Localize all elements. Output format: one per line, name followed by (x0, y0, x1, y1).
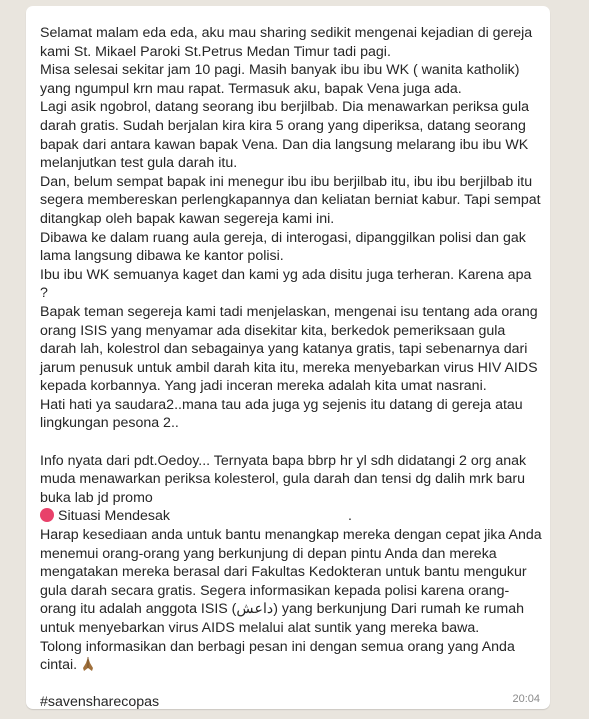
blank-line (40, 433, 542, 452)
situasi-label: Situasi Mendesak (58, 508, 170, 525)
folded-hands-icon (80, 656, 96, 672)
hashtag[interactable]: #savensharecopas (40, 694, 160, 711)
closing-paragraph (40, 638, 542, 675)
situasi-line (40, 507, 542, 526)
message-paragraph: Selamat malam eda eda, aku mau sharing sedikit mengenai kejadian di gereja kami St. Mikael Paroki St.Petrus Medan Timur tadi pagi. (40, 25, 533, 60)
red-circle-icon (40, 508, 54, 522)
message-paragraph: Misa selesai sekitar jam 10 pagi. Masih banyak ibu ibu WK ( wanita katholik) yang ngumpul krn mau rapat. Termasuk aku, bapak Vena juga ada. (40, 62, 520, 97)
situasi-dot: . (347, 508, 352, 525)
blank-line (40, 675, 542, 694)
info-paragraph: Info nyata dari pdt.Oedoy... Ternyata bapa bbrp hr yl sdh didatangi 2 org anak muda menawarkan periksa kolesterol, gula darah dan tensi dg dalih mrk baru buka lab jd promo (40, 452, 527, 506)
message-paragraph: Ibu ibu WK semuanya kaget dan kami yg ada disitu juga terheran. Karena apa ? (40, 266, 532, 302)
message-paragraph: Lagi asik ngobrol, datang seorang ibu berjilbab. Dia menawarkan periksa gula darah gratis. Sudah berjalan kira kira 5 orang yang diperiksa, datang seorang bapak dari antara kawan bapak Vena. Dan dia langsung melarang ibu ibu WK melanjutkan test gula darah itu. (40, 99, 529, 172)
message-paragraph: Dibawa ke dalam ruang aula gereja, di interogasi, dipanggilkan polisi dan gak lama langsung dibawa ke kantor polisi. (40, 229, 526, 265)
appeal-paragraph: Harap kesediaan anda untuk bantu menangkap mereka dengan cepat jika Anda menemui orang-orang yang berkunjung di depan pintu Anda dan mereka mengatakan mereka berasal dari Fakultas Kedokteran untuk bantu mengukur gula darah secara gratis. Segera informasikan kepada polisi karena orang-orang itu adalah anggota ISIS (داعش) yang berkunjung Dari rumah ke rumah untuk menyebarkan virus AIDS melalui alat suntik yang mereka bawa. (40, 527, 542, 636)
message-timestamp: 20:04 (512, 693, 540, 705)
message-text (40, 24, 542, 712)
message-paragraph: Hati hati ya saudara2..mana tau ada juga yg sejenis itu datang di gereja atau lingkungan pesona 2.. (40, 396, 523, 432)
message-bubble[interactable] (26, 6, 550, 709)
message-paragraph: Bapak teman segereja kami tadi menjelaskan, mengenai isu tentang ada orang orang ISIS yang menyamar ada disekitar kita, berkedok pemeriksaan gula darah lah, kolestrol dan sebagainya yang katanya gratis, tapi sebenarnya dari jarum penusuk untuk ambil darah kita itu, mereka menyebarkan virus HIV AIDS kepada korbannya. Yang jadi inceran mereka adalah kita umat nasrani. (40, 303, 538, 395)
message-paragraph: Dan, belum sempat bapak ini menegur ibu ibu berjilbab itu, ibu ibu berjilbab itu segera membereskan perlengkapannya dan keliatan berniat kabur. Tapi sempat ditangkap oleh bapak kawan segereja kami ini. (40, 173, 541, 227)
closing-text: Tolong informasikan dan berbagi pesan ini dengan semua orang yang Anda cintai. (40, 638, 515, 674)
